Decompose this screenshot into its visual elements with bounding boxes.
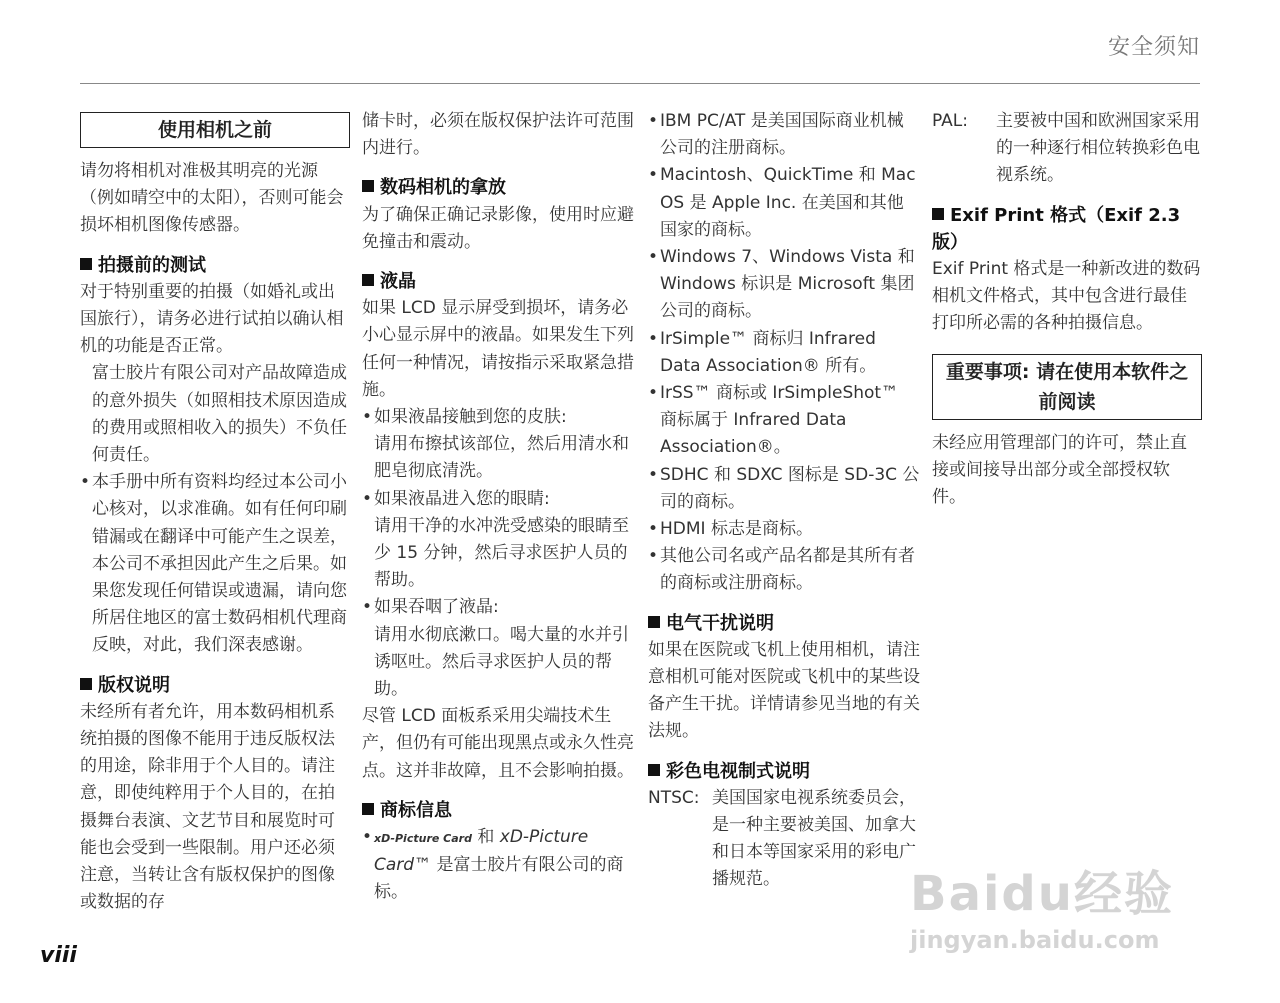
section-heading-tv [648, 758, 920, 785]
square-bullet-icon [932, 208, 944, 220]
definition-desc: 主要被中国和欧洲国家采用的一种逐行相位转换彩色电视系统。 [996, 111, 1200, 186]
heading-text: 数码相机的拿放 [380, 177, 506, 199]
list-item-detail: 请用水彻底漱口。喝大量的水并引诱呕吐。然后寻求医护人员的帮助。 [374, 624, 629, 700]
heading-text: 电气干扰说明 [666, 612, 774, 634]
list-item-text: 其他公司名或产品名都是其所有者的商标或注册商标。 [660, 546, 915, 594]
list-item-text: IrSS™ 商标或 IrSimpleShot™ 商标属于 Infrared Data Association®。 [660, 383, 899, 458]
list-item-text: Macintosh、QuickTime 和 Mac OS 是 Apple Inc. 在美国和其他国家的商标。 [660, 165, 916, 240]
square-bullet-icon [362, 803, 374, 815]
intro-paragraph: 请勿将相机对准极其明亮的光源（例如晴空中的太阳），否则可能会损坏相机图像传感器。 [80, 161, 344, 236]
list-item-text: IrSimple™ 商标归 Infrared Data Association® 所有。 [660, 328, 877, 376]
bullet-icon: • [362, 407, 373, 428]
xd-picture-card-logo: xD-Picture Card [374, 832, 472, 846]
column-2 [362, 108, 634, 907]
list-item [362, 486, 634, 513]
section-heading-test [80, 252, 350, 279]
column-4 [932, 108, 1202, 511]
list-item-text: 如果吞咽了液晶: [374, 597, 499, 618]
page-header-title: 安全须知 [1107, 35, 1200, 60]
trademark-owner-text: 是富士胶片有限公司的商标。 [374, 855, 624, 903]
bullet-icon: • [648, 111, 659, 131]
bullet-icon: • [362, 597, 373, 618]
square-bullet-icon [362, 180, 374, 192]
list-item [648, 162, 920, 244]
trademark-name: xD-Picture Card™ [374, 827, 589, 876]
square-bullet-icon [80, 678, 92, 690]
page-number: viii [40, 943, 77, 968]
square-bullet-icon [362, 274, 374, 286]
list-item [648, 108, 920, 162]
definition-pal [932, 108, 1202, 190]
heading-text: 商标信息 [380, 799, 452, 821]
heading-text: 彩色电视制式说明 [666, 760, 810, 782]
bullet-icon: • [648, 328, 659, 349]
list-item [648, 326, 920, 380]
liability-paragraph: 富士胶片有限公司对产品故障造成的意外损失（如照相技术原因造成的费用或照相收入的损失）不负任何责任。 [92, 363, 347, 466]
square-bullet-icon [648, 764, 660, 776]
bullet-icon: • [648, 464, 659, 485]
list-item-text: SDHC 和 SDXC 图标是 SD-3C 公司的商标。 [660, 464, 920, 512]
section-heading-exif [932, 202, 1202, 256]
watermark-url: jingyan.baidu.com [910, 926, 1160, 954]
lcd-note: 尽管 LCD 面板系采用尖端技术生产，但仍有可能出现黑点或永久性亮点。这并非故障，且不会影响拍摄。 [362, 706, 634, 781]
bullet-icon: • [648, 383, 659, 404]
baidu-logo: Baidu经验 [910, 866, 1174, 922]
software-notice-box-title: 重要事项: 请在使用本软件之前阅读 [932, 354, 1202, 420]
definition-term: NTSC: [648, 787, 700, 808]
definition-term: PAL: [932, 111, 968, 131]
square-bullet-icon [80, 258, 92, 270]
conjunction-text: 和 [477, 827, 495, 848]
heading-text: Exif Print 格式（Exif 2.3 版） [932, 204, 1181, 253]
test-paragraph: 对于特别重要的拍摄（如婚礼或出国旅行），请务必进行试拍以确认相机的功能是否正常。 [80, 281, 344, 357]
interference-paragraph: 如果在医院或飞机上使用相机，请注意相机可能对医院或飞机中的某些设备产生干扰。详情请参见当地的有关法规。 [648, 639, 920, 742]
list-item-detail: 请用布擦拭该部位，然后用清水和肥皂彻底清洗。 [374, 434, 629, 482]
handling-paragraph: 为了确保正确记录影像，使用时应避免撞击和震动。 [362, 204, 634, 252]
list-item-text: Windows 7、Windows Vista 和 Windows 标识是 Microsoft 集团公司的商标。 [660, 247, 915, 322]
list-item [648, 244, 920, 326]
section-heading-trademark [362, 797, 634, 824]
section-heading-handling [362, 174, 634, 201]
list-item-text: 如果液晶进入您的眼睛: [374, 488, 550, 509]
list-item-text: IBM PC/AT 是美国国际商业机械公司的注册商标。 [660, 111, 904, 159]
list-item [362, 824, 634, 907]
column-1 [80, 108, 350, 916]
software-paragraph: 未经应用管理部门的许可，禁止直接或间接导出部分或全部授权软件。 [932, 432, 1187, 508]
list-item-text: 本手册中所有资料均经过本公司小心核对，以求准确。如有任何印刷错漏或在翻译中可能产生之误差，本公司不承担因此产生之后果。如果您发现任何错误或遗漏，请向您所居住地区的富士数码相机代理商反映，对此，我们深表感谢。 [92, 472, 347, 656]
bullet-icon: • [648, 519, 659, 540]
list-item-text [374, 824, 634, 907]
bullet-icon: • [648, 546, 659, 567]
header-divider [80, 83, 1200, 84]
bullet-icon: • [648, 165, 659, 186]
bullet-icon: • [80, 472, 91, 493]
bullet-icon: • [362, 827, 373, 848]
list-item-detail: 请用干净的水冲洗受感染的眼睛至少 15 分钟，然后寻求医护人员的帮助。 [374, 515, 629, 591]
copyright-continued: 储卡时，必须在版权保护法许可范围内进行。 [362, 111, 634, 159]
square-bullet-icon [648, 616, 660, 628]
list-item [648, 462, 920, 516]
baidu-watermark [910, 855, 1210, 965]
definition-ntsc [648, 785, 920, 894]
exif-paragraph: Exif Print 格式是一种新改进的数码相机文件格式，其中包含进行最佳打印所必需的各种拍摄信息。 [932, 259, 1201, 334]
list-item [648, 380, 920, 462]
list-item [362, 594, 634, 621]
list-item [80, 469, 350, 659]
definition-desc: 美国国家电视系统委员会，是一种主要被美国、加拿大和日本等国家采用的彩电广播规范。 [712, 787, 916, 890]
section-box-title: 使用相机之前 [80, 112, 350, 148]
section-heading-lcd [362, 268, 634, 295]
list-item-text: 如果液晶接触到您的皮肤: [374, 407, 567, 428]
heading-text: 液晶 [380, 271, 416, 293]
section-heading-interference [648, 610, 920, 637]
list-item [648, 543, 920, 597]
column-3 [648, 108, 920, 894]
list-item [648, 516, 920, 543]
bullet-icon: • [362, 488, 373, 509]
list-item [362, 404, 634, 431]
list-item-text: HDMI 标志是商标。 [660, 519, 813, 540]
heading-text: 版权说明 [98, 674, 170, 696]
copyright-paragraph: 未经所有者允许，用本数码相机系统拍摄的图像不能用于违反版权法的用途，除非用于个人目的。请注意，即使纯粹用于个人目的，在拍摄舞台表演、文艺节目和展览时可能也会受到一些限制。用户还必须注意，当转让含有版权保护的图像或数据的存 [80, 701, 335, 913]
heading-text: 拍摄前的测试 [98, 254, 206, 276]
section-heading-copyright [80, 672, 350, 699]
bullet-icon: • [648, 247, 659, 268]
lcd-intro: 如果 LCD 显示屏受到损坏，请务必小心显示屏中的液晶。如果发生下列任何一种情况，请按指示采取紧急措施。 [362, 298, 634, 400]
